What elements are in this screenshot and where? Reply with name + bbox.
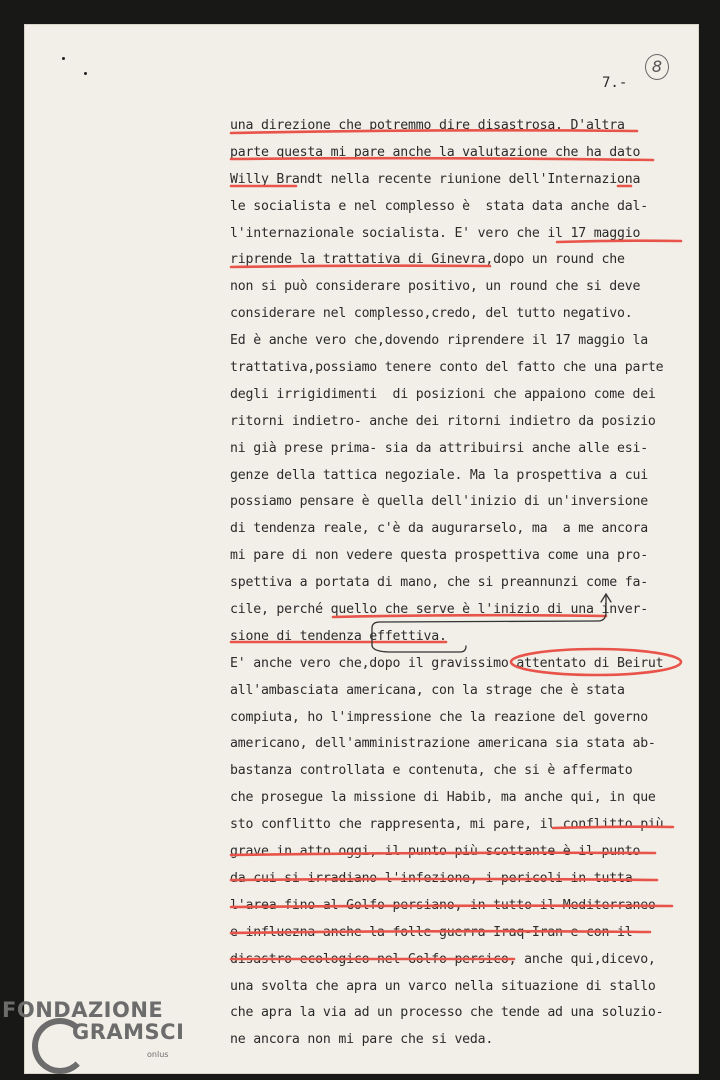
text-line: grave in atto oggi, il punto più scottante è il punto <box>230 844 641 860</box>
circled-archive-number: 8 <box>645 54 669 80</box>
text-line: sione di tendenza effettiva. <box>230 628 447 644</box>
text-line: che prosegue la missione di Habib, ma anche qui, in que <box>230 790 656 806</box>
page-number: 7.- <box>602 75 628 91</box>
text-line: cile, perché quello che serve è l'inizio di una inver- <box>230 602 648 618</box>
text-line: bastanza controllata e contenuta, che si è affermato <box>230 763 633 779</box>
text-line: una direzione che potremmo dire disastrosa. D'altra <box>230 118 625 133</box>
text-line: che apra la via ad un processo che tende ad una soluzio- <box>230 1005 664 1021</box>
text-line: l'area fino al Golfo persiano, in tutto il Mediterraneo <box>230 897 656 913</box>
text-line: da cui si irradiano l'infezione, i pericoli in tutta <box>230 870 633 886</box>
text-line: una svolta che apra un varco nella situazione di stallo <box>230 978 656 994</box>
text-line: sto conflitto che rappresenta, mi pare, il conflitto più <box>230 817 664 833</box>
text-line: le socialista e nel complesso è stata data anche dal- <box>230 198 648 214</box>
text-line: degli irrigidimenti di posizioni che appaiono come dei <box>230 386 656 402</box>
typewritten-body <box>230 113 685 1054</box>
text-line: l'internazionale socialista. E' vero che il 17 maggio <box>230 225 641 241</box>
text-line: parte questa mi pare anche la valutazione che ha dato <box>230 144 641 160</box>
text-line: trattativa,possiamo tenere conto del fatto che una parte <box>230 360 664 376</box>
text-line: spettiva a portata di mano, che si preannunzi come fa- <box>230 575 648 591</box>
text-line: ne ancora non mi pare che si veda. <box>230 1032 494 1048</box>
text-line: possiamo pensare è quella dell'inizio di un'inversione <box>230 494 648 510</box>
text-line: di tendenza reale, c'è da augurarselo, ma a me ancora <box>230 521 648 537</box>
text-line: ritorni indietro- anche dei ritorni indietro da posizio <box>230 413 656 429</box>
text-line: all'ambasciata americana, con la strage che è stata <box>230 682 625 698</box>
text-line: E' anche vero che,dopo il gravissimo attentato di Beirut <box>230 655 664 671</box>
logo-line-1: FONDAZIONE <box>2 998 164 1022</box>
text-line: disastro ecologico nel Golfo persico, anche qui,dicevo, <box>230 951 656 967</box>
text-line: Willy Brandt nella recente riunione dell'Internaziona <box>230 171 641 187</box>
punch-mark <box>62 57 65 60</box>
text-line: considerare nel complesso,credo, del tutto negativo. <box>230 306 633 322</box>
fondazione-gramsci-watermark <box>2 998 202 1078</box>
text-line: e influezna anche la folle guerra Iraq-Iran e con il <box>230 924 633 940</box>
text-line: mi pare di non vedere questa prospettiva come una pro- <box>230 548 648 564</box>
text-line: riprende la trattativa di Ginevra,dopo un round che <box>230 252 625 268</box>
text-line: compiuta, ho l'impressione che la reazione del governo <box>230 709 648 725</box>
punch-mark <box>84 72 87 75</box>
logo-subtitle: onlus <box>147 1050 169 1059</box>
text-line: Ed è anche vero che,dovendo riprendere il 17 maggio la <box>230 333 648 349</box>
text-line: genze della tattica negoziale. Ma la prospettiva a cui <box>230 467 648 483</box>
text-line: americano, dell'amministrazione americana sia stata ab- <box>230 736 656 752</box>
text-line: ni già prese prima- sia da attribuirsi anche alle esi- <box>230 440 648 456</box>
text-line: non si può considerare positivo, un round che si deve <box>230 279 641 295</box>
logo-line-2: GRAMSCI <box>72 1020 185 1044</box>
